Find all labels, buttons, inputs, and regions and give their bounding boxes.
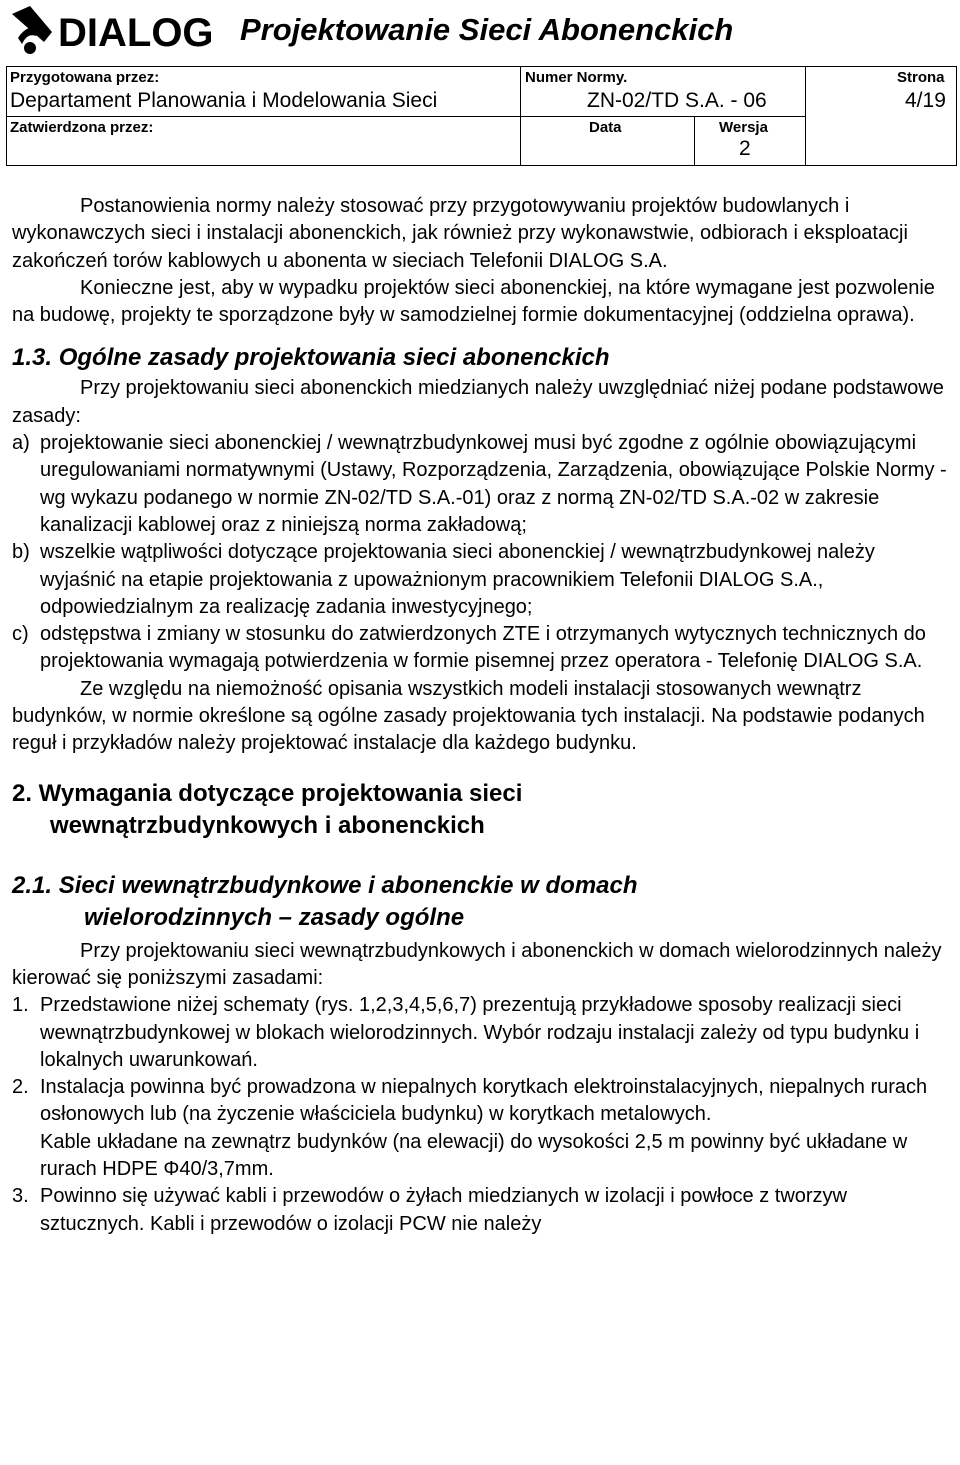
paragraph-scope: Postanowienia normy należy stosować przy przygotowywaniu projektów budowlanych i wykonawczych sieci i instalacji abonenckich, jak również przy wykonawstwie, odbiorach i eksploatacji zakończeń torów kablowych u abonenta w sieciach Telefonii DIALOG S.A. (12, 195, 908, 272)
numbered-item-2 (12, 1074, 947, 1129)
document-body (12, 193, 947, 1238)
document-header (0, 0, 960, 62)
list-text: Instalacja powinna być prowadzona w niepalnych korytkach elektroinstalacyjnych, niepalnych rurach osłonowych lub (na życzenie właściciela budynku) w korytkach metalowych. (40, 1076, 928, 1126)
norm-number-value: ZN-02/TD S.A. - 06 (587, 89, 767, 112)
page-value: 4/19 (905, 89, 946, 112)
heading-line: 2.1. Sieci wewnątrzbudynkowe i abonenckie w domach (12, 871, 638, 899)
list-text: wszelkie wątpliwości dotyczące projektowania sieci abonenckiej / wewnątrzbudynkowej należy wyjaśnić na etapie projektowania z upoważnionym pracownikiem Telefonii DIALOG S.A., odpowiedzialnym za realizację zadania inwestycyjnego; (40, 541, 875, 618)
list-marker: c) (12, 623, 29, 646)
numbered-item-1 (12, 992, 947, 1074)
prepared-by-label: Przygotowana przez: (10, 69, 160, 86)
section-heading-1-3: 1.3. Ogólne zasady projektowania sieci abonenckich (12, 344, 610, 372)
list-text: Powinno się używać kabli i przewodów o żyłach miedzianych w izolacji i powłoce z tworzyw sztucznych. Kabli i przewodów o izolacji PCW nie należy (40, 1185, 847, 1235)
list-item-b (12, 539, 947, 621)
paragraph-multifamily-intro: Przy projektowaniu sieci wewnątrzbudynkowych i abonenckich w domach wielorodzinnych należy kierować się poniższymi zasadami: (12, 939, 942, 989)
date-label: Data (589, 119, 622, 136)
document-title: Projektowanie Sieci Abonenckich (240, 12, 734, 47)
version-value: 2 (739, 137, 751, 160)
list-text: Przedstawione niżej schematy (rys. 1,2,3,4,5,6,7) prezentują przykładowe sposoby realizacji sieci wewnątrzbudynkowej w blokach wielorodzinnych. Wybór rodzaju instalacji zależy od typu budynku i lokalnych uwarunkowań. (40, 994, 920, 1071)
list-marker: 3. (12, 1185, 29, 1208)
page-label: Strona (897, 69, 945, 86)
heading-line: wewnątrzbudynkowych i abonenckich (50, 811, 485, 839)
numbered-item-2-continuation: Kable układane na zewnątrz budynków (na elewacji) do wysokości 2,5 m powinny być układane w rurach HDPE Φ40/3,7mm. (40, 1130, 908, 1181)
list-item-c (12, 621, 947, 676)
norm-number-label: Numer Normy. (525, 69, 628, 86)
list-item-a (12, 430, 947, 539)
numbered-item-3 (12, 1183, 947, 1238)
list-marker: 2. (12, 1076, 29, 1099)
prepared-by-value: Departament Planowania i Modelowania Sieci (10, 89, 438, 112)
section-heading-2 (12, 778, 947, 842)
version-label: Wersja (719, 119, 768, 136)
logo-text: DIALOG (58, 11, 214, 55)
logo-mark-icon (12, 6, 52, 54)
paragraph-general-rules: Ze względu na niemożność opisania wszystkich modeli instalacji stosowanych wewnątrz budynków, w normie określone są ogólne zasady projektowania tych instalacji. Na podstawie podanych reguł i przykładów należy projektować instalacje dla każdego budynku. (12, 677, 925, 755)
list-text: projektowanie sieci abonenckiej / wewnątrzbudynkowej musi być zgodne z ogólnie obowiązującymi uregulowaniami normatywnymi (Ustawy, Rozporządzenia, Zarządzenia, obowiązujące Polskie Normy - wg wykazu podanego w normie ZN-02/TD S.A.-01) oraz z normą ZN-02/TD S.A.-02 w zakresie kanalizacji kablowej oraz z niniejszą norma zakładową; (40, 432, 947, 536)
approved-by-label: Zatwierdzona przez: (10, 119, 154, 136)
list-marker: a) (12, 432, 30, 455)
heading-line: wielorodzinnych – zasady ogólne (84, 903, 465, 931)
section-heading-2-1 (12, 870, 947, 934)
heading-line: 2. Wymagania dotyczące projektowania sieci (12, 779, 523, 807)
dialog-logo (8, 2, 218, 58)
paragraph-separate-docs: Konieczne jest, aby w wypadku projektów sieci abonenckiej, na które wymagane jest pozwolenie na budowę, projekty te sporządzone były w samodzielnej formie dokumentacyjnej (oddzielna oprawa). (12, 276, 935, 327)
list-text: odstępstwa i zmiany w stosunku do zatwierdzonych ZTE i otrzymanych wytycznych technicznych do projektowania wymagają potwierdzenia w formie pisemnej przez operatora - Telefonię DIALOG S.A. (40, 623, 926, 673)
list-marker: 1. (12, 994, 29, 1017)
header-info-table (6, 66, 957, 166)
list-marker: b) (12, 541, 30, 564)
paragraph-principles-intro: Przy projektowaniu sieci abonenckich miedzianych należy uwzględniać niżej podane podstawowe zasady: (12, 377, 944, 427)
